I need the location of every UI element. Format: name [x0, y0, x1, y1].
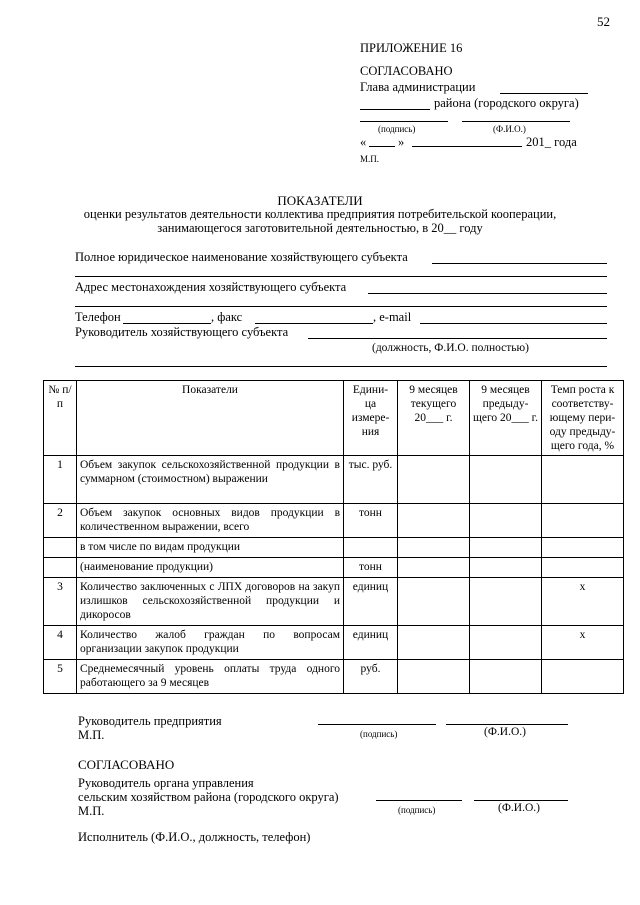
cell-previous[interactable] — [470, 626, 542, 660]
appendix-label: ПРИЛОЖЕНИЕ 16 — [360, 41, 463, 55]
director-fio-line[interactable] — [446, 724, 568, 725]
row-name: Количество жалоб граждан по вопросам организации закупок продукции — [77, 626, 344, 660]
header-indicator: Показатели — [77, 381, 344, 456]
head-line[interactable] — [308, 338, 607, 339]
table-header-row — [44, 381, 624, 456]
row-unit: руб. — [344, 660, 398, 694]
cell-current[interactable] — [398, 660, 470, 694]
cell-current[interactable] — [398, 558, 470, 578]
agency-sign-line[interactable] — [376, 800, 462, 801]
row-num: 3 — [44, 578, 77, 626]
row-num — [44, 538, 77, 558]
cell-growth[interactable] — [542, 538, 624, 558]
cell-previous[interactable] — [470, 578, 542, 626]
row-name: (наименование продукции) — [77, 558, 344, 578]
cell-previous[interactable] — [470, 660, 542, 694]
district-line — [360, 109, 430, 110]
fax-label: , факс — [211, 310, 243, 324]
row-unit — [344, 538, 398, 558]
row-unit: единиц — [344, 578, 398, 626]
row-name: Объем закупок основных видов продукции в количественном выражении, всего — [77, 504, 344, 538]
row-num — [44, 558, 77, 578]
cell-previous[interactable] — [470, 558, 542, 578]
table-row — [44, 538, 624, 558]
table-row — [44, 578, 624, 626]
agency-line-2: сельским хозяйством района (городского округа) — [78, 790, 339, 804]
email-line[interactable] — [420, 323, 607, 324]
sign-caption: (подпись) — [378, 124, 416, 134]
title-main: ПОКАЗАТЕЛИ — [277, 193, 363, 208]
head-admin-label: Глава администрации — [360, 80, 476, 94]
agency-sign-caption: (подпись) — [398, 805, 436, 815]
email-label: , e-mail — [373, 310, 412, 324]
date-close-quote: » — [398, 135, 405, 149]
table-row — [44, 626, 624, 660]
address-label: Адрес местонахождения хозяйствующего субъекта — [75, 280, 347, 294]
header-current-period: 9 месяцев текущего 20___ г. — [398, 381, 470, 456]
head-caption: (должность, Ф.И.О. полностью) — [372, 342, 529, 354]
agency-line-1: Руководитель органа управления — [78, 776, 254, 790]
address-line[interactable] — [368, 293, 607, 294]
cell-growth[interactable] — [542, 558, 624, 578]
director-fio-caption: (Ф.И.О.) — [484, 726, 526, 738]
cell-growth[interactable] — [542, 660, 624, 694]
header-growth-rate: Темп роста к соответству- ющему пери- оду предыду- щего года, % — [542, 381, 624, 456]
row-num: 1 — [44, 456, 77, 504]
table-row — [44, 456, 624, 504]
address-line-2[interactable] — [75, 306, 607, 307]
cell-current[interactable] — [398, 504, 470, 538]
director-sign-line[interactable] — [318, 724, 436, 725]
row-name: в том числе по видам продукции — [77, 538, 344, 558]
cell-growth[interactable] — [542, 456, 624, 504]
header-unit: Едини- ца измере- ния — [344, 381, 398, 456]
legal-name-line[interactable] — [432, 263, 607, 264]
table-row — [44, 558, 624, 578]
head-line-2[interactable] — [75, 366, 607, 367]
title-line2: занимающегося заготовительной деятельностью, в 20__ году — [157, 221, 483, 235]
cell-previous[interactable] — [470, 456, 542, 504]
table-row — [44, 660, 624, 694]
footer-approved-label: СОГЛАСОВАНО — [78, 757, 175, 772]
stamp-label: М.П. — [360, 154, 380, 164]
header-num: № п/п — [44, 381, 77, 456]
cell-current[interactable] — [398, 538, 470, 558]
day-line — [369, 146, 395, 147]
cell-previous[interactable] — [470, 538, 542, 558]
cell-current[interactable] — [398, 578, 470, 626]
month-line — [412, 146, 522, 147]
cell-growth[interactable]: х — [542, 578, 624, 626]
cell-current[interactable] — [398, 626, 470, 660]
district-label: района (городского округа) — [434, 96, 579, 110]
director-stamp: М.П. — [78, 728, 105, 742]
agency-fio-caption: (Ф.И.О.) — [498, 802, 540, 814]
cell-current[interactable] — [398, 456, 470, 504]
agency-stamp: М.П. — [78, 804, 105, 818]
date-open-quote: « — [360, 135, 367, 149]
fax-line[interactable] — [255, 323, 373, 324]
phone-label: Телефон — [75, 310, 121, 324]
director-label: Руководитель предприятия — [78, 714, 222, 728]
row-unit: тыс. руб. — [344, 456, 398, 504]
cell-growth[interactable] — [542, 504, 624, 538]
row-unit: единиц — [344, 626, 398, 660]
director-sign-caption: (подпись) — [360, 729, 398, 739]
row-name: Среднемесячный уровень оплаты труда одного работающего за 9 месяцев — [77, 660, 344, 694]
approved-label: СОГЛАСОВАНО — [360, 64, 453, 78]
admin-name-line — [500, 93, 588, 94]
header-previous-period: 9 месяцев предыду- щего 20___ г. — [470, 381, 542, 456]
sign-line — [360, 121, 448, 122]
row-name: Объем закупок сельскохозяйственной продукции в суммарном (стоимостном) выражении — [77, 456, 344, 504]
table-row — [44, 504, 624, 538]
fio-caption: (Ф.И.О.) — [493, 124, 526, 134]
head-label: Руководитель хозяйствующего субъекта — [75, 325, 289, 339]
agency-fio-line[interactable] — [474, 800, 568, 801]
indicators-table — [43, 380, 624, 694]
row-num: 4 — [44, 626, 77, 660]
row-unit: тонн — [344, 558, 398, 578]
fio-line — [462, 121, 570, 122]
legal-name-label: Полное юридическое наименование хозяйствующего субъекта — [75, 250, 408, 264]
page-number: 52 — [597, 14, 610, 29]
row-name: Количество заключенных с ЛПХ договоров на закуп излишков сельскохозяйственной продукции и дикоросов — [77, 578, 344, 626]
cell-growth[interactable]: х — [542, 626, 624, 660]
legal-name-line-2[interactable] — [75, 276, 607, 277]
phone-line[interactable] — [123, 323, 211, 324]
executor-label: Исполнитель (Ф.И.О., должность, телефон) — [78, 830, 311, 844]
title-line1: оценки результатов деятельности коллектива предприятия потребительской кооперации, — [83, 207, 557, 221]
year-text: 201_ года — [526, 135, 577, 149]
cell-previous[interactable] — [470, 504, 542, 538]
row-num: 2 — [44, 504, 77, 538]
row-num: 5 — [44, 660, 77, 694]
row-unit: тонн — [344, 504, 398, 538]
